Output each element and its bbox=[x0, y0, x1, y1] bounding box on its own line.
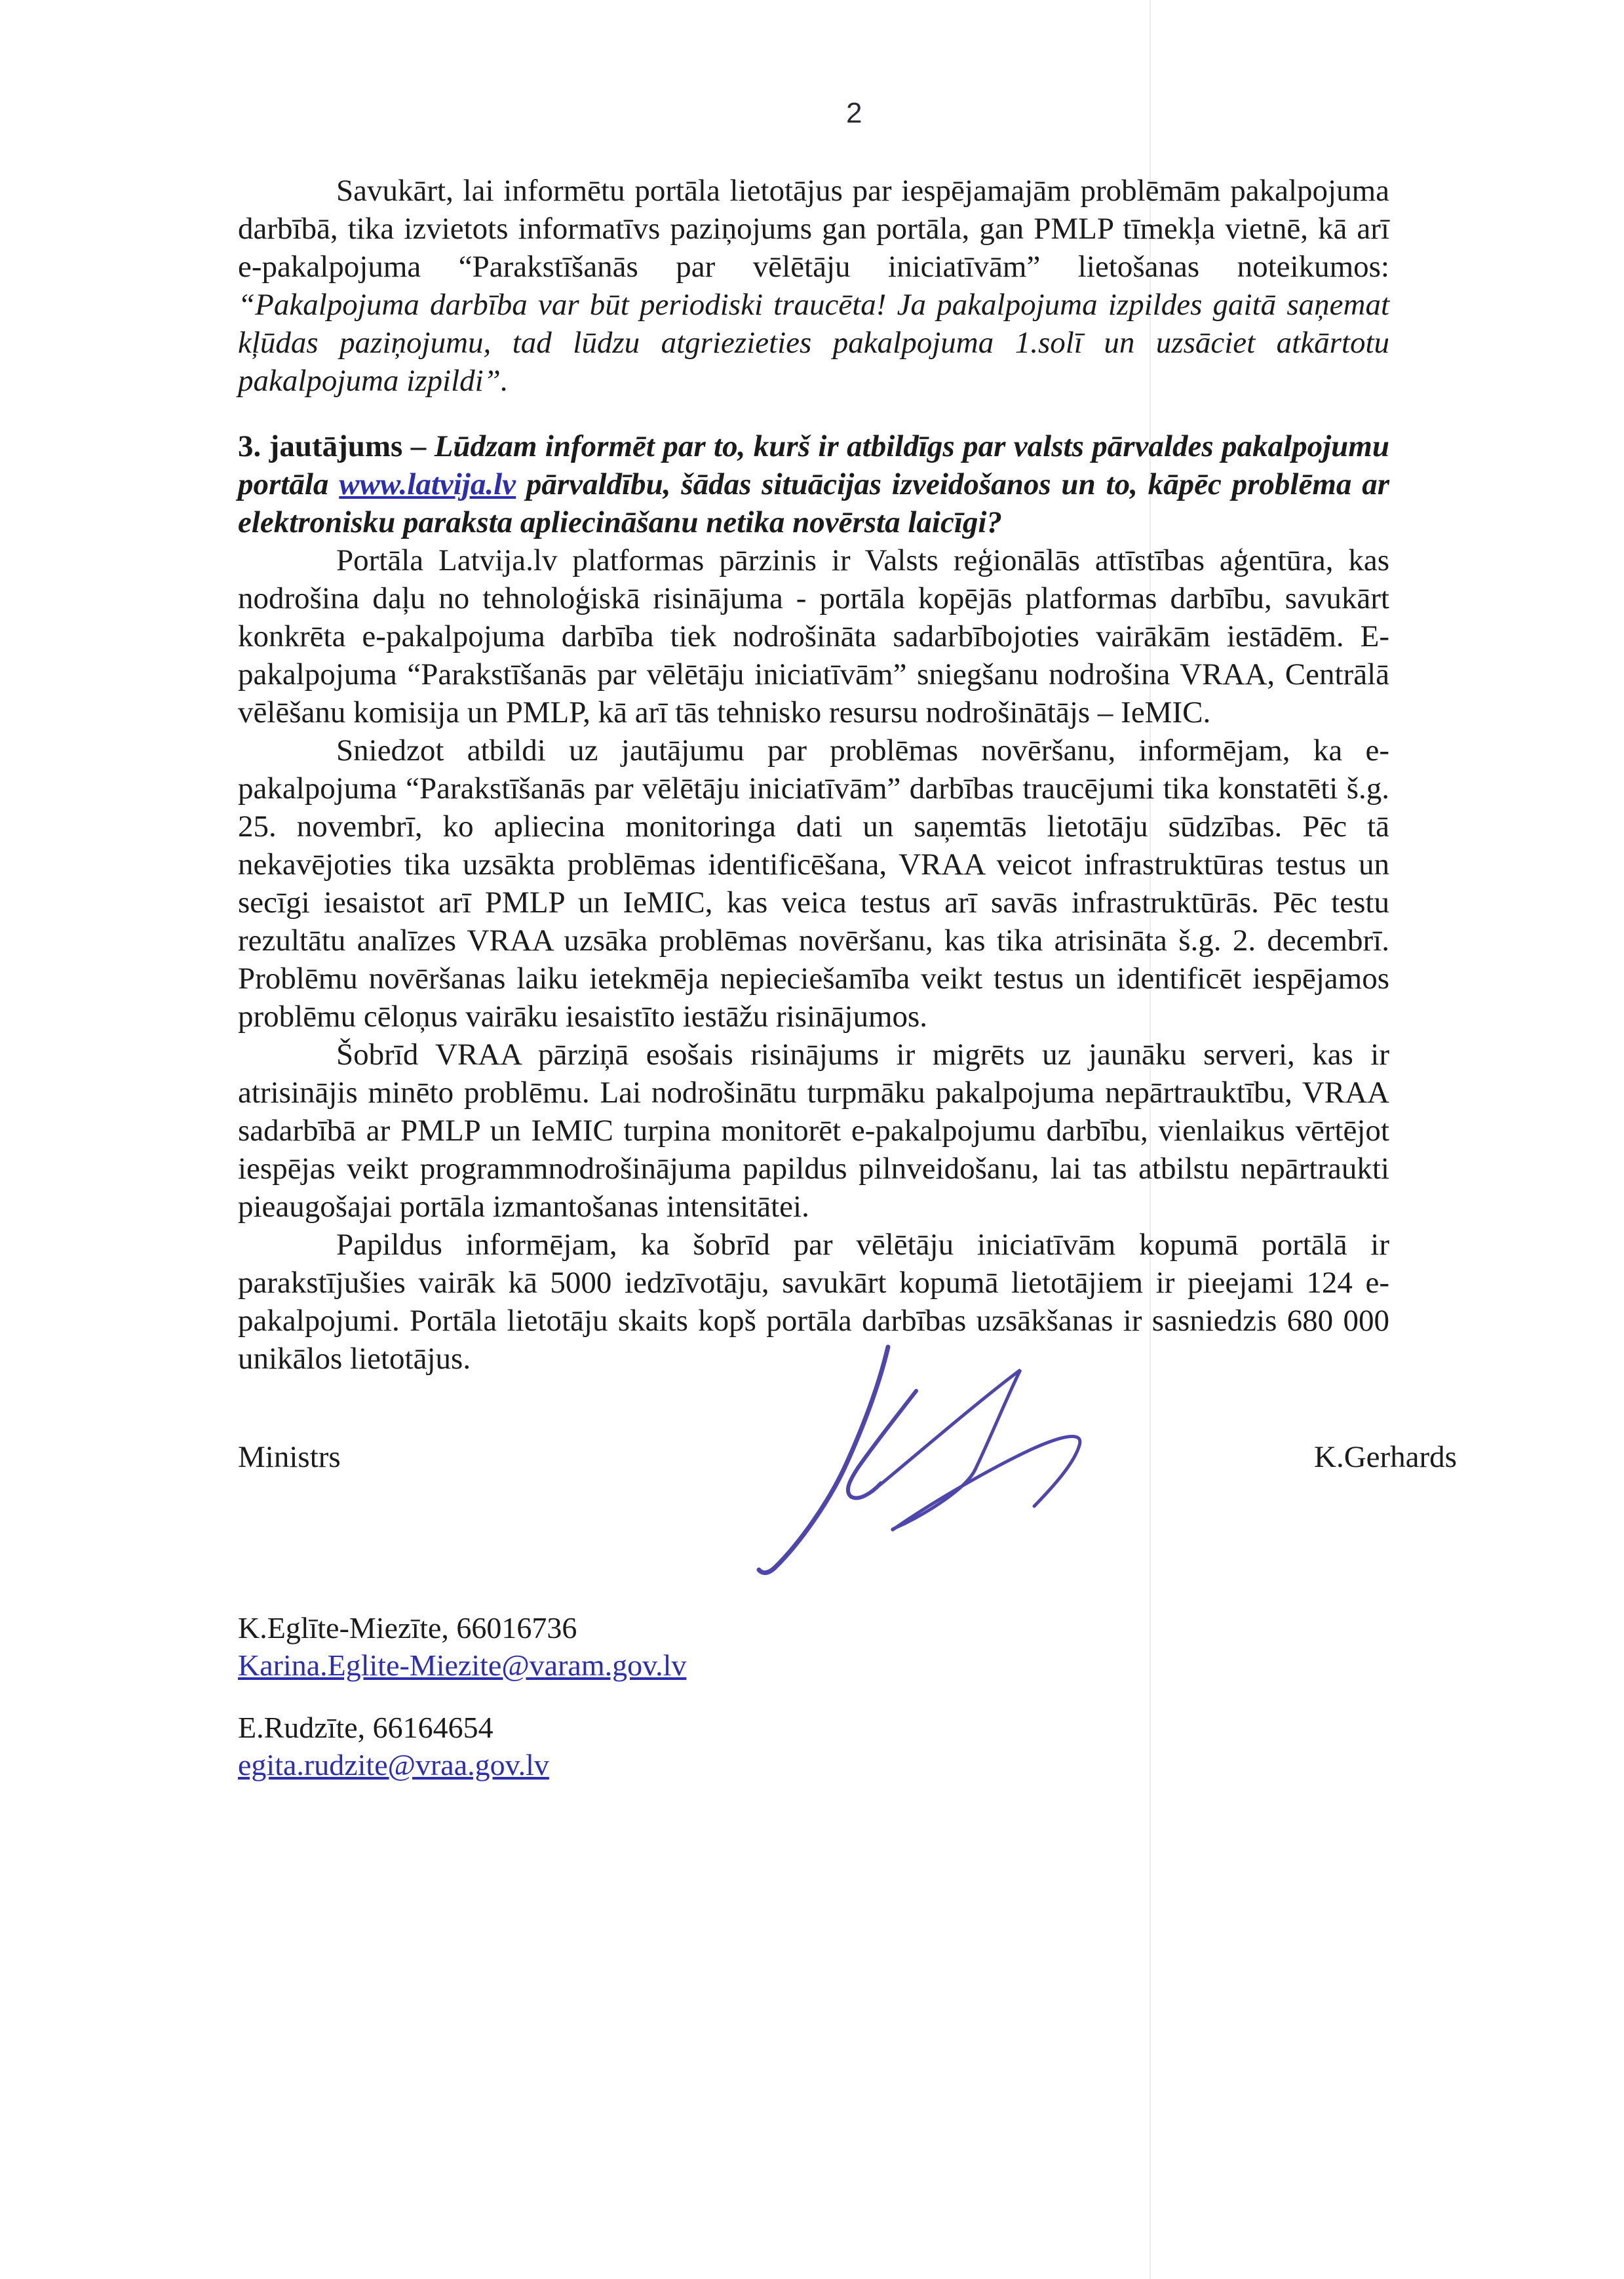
contact-2 bbox=[238, 1709, 686, 1783]
page-number: 2 bbox=[846, 97, 862, 129]
question-3-text-before-link: Lūdzam informēt par to, kurš ir atbildīgs par valsts pārvaldes pakalpojumu portāla bbox=[238, 429, 1390, 501]
intro-normal-text: Savukārt, lai informētu portāla lietotājus par iespējamajām problēmām pakalpojuma darbībā, tika izvietots informatīvs paziņojums gan portāla, gan PMLP tīmekļa vietnē, kā arī e-pakalpojuma “Parakstīšanās par vēlētāju iniciatīvām” lietošanas noteikumos: bbox=[238, 174, 1389, 284]
paragraph-intro bbox=[238, 172, 1389, 400]
contacts-block bbox=[238, 1609, 686, 1783]
signature-row bbox=[238, 1439, 1465, 1475]
question-3-text-after-link: pārvaldību, šādas situācijas izveidošanos un to, kāpēc problēma ar elektronisku paraksta apliecināšanu netika novērsta laicīgi? bbox=[238, 467, 1389, 539]
paragraph-answer-1: Portāla Latvija.lv platformas pārzinis ir Valsts reģionālās attīstības aģentūra, kas nodrošina daļu no tehnoloģiskā risinājuma - portāla kopējās platformas darbību, savukārt konkrēta e-pakalpojuma darbība tiek nodrošināta sadarbībojoties vairākām iestādēm. E-pakalpojuma “Parakstīšanās par vēlētāju iniciatīvām” sniegšanu nodrošina VRAA, Centrālā vēlēšanu komisija un PMLP, kā arī tās tehnisko resursu nodrošinātājs – IeMIC. bbox=[238, 543, 1389, 730]
question-3-separator: – bbox=[402, 429, 435, 463]
intro-quoted-italic-text: “Pakalpojuma darbība var būt periodiski traucēta! Ja pakalpojuma izpildes gaitā saņemat kļūdas paziņojumu, tad lūdzu atgriezieties pakalpojuma 1.solī un uzsāciet atkārtotu pakalpojuma izpildi”. bbox=[238, 288, 1389, 398]
paragraph-question-3 bbox=[238, 427, 1389, 541]
latvija-lv-link[interactable]: www.latvija.lv bbox=[339, 467, 516, 501]
document-body bbox=[238, 172, 1389, 1378]
contact-1-email-link[interactable]: Karina.Eglite-Miezite@varam.gov.lv bbox=[238, 1648, 687, 1682]
paragraph-answer-2: Sniedzot atbildi uz jautājumu par problēmas novēršanu, informējam, ka e-pakalpojuma “Parakstīšanās par vēlētāju iniciatīvām” darbības traucējumi tika konstatēti š.g. 25. novembrī, ko apliecina monitoringa dati un saņemtās lietotāju sūdzības. Pēc tā nekavējoties tika uzsākta problēmas identificēšana, VRAA veicot infrastruktūras testus un secīgi iesaistot arī PMLP un IeMIC, kas veica testus arī savās infrastruktūrās. Pēc testu rezultātu analīzes VRAA uzsāka problēmas novēršanu, kas tika atrisināta š.g. 2. decembrī. Problēmu novēršanas laiku ietekmēja nepieciešamība veikt testus un identificēt iespējamos problēmu cēloņus vairāku iesaistīto iestāžu risinājumos. bbox=[238, 733, 1389, 1034]
signer-role: Ministrs bbox=[238, 1440, 341, 1474]
contact-2-email-link[interactable]: egita.rudzite@vraa.gov.lv bbox=[238, 1748, 549, 1782]
contact-1-name-phone: K.Eglīte-Miezīte, 66016736 bbox=[238, 1611, 577, 1645]
signer-name: K.Gerhards bbox=[1314, 1440, 1457, 1474]
contact-2-name-phone: E.Rudzīte, 66164654 bbox=[238, 1711, 493, 1744]
question-3-label: 3. jautājums bbox=[238, 429, 403, 463]
contact-1 bbox=[238, 1609, 686, 1684]
paragraph-answer-4: Papildus informējam, ka šobrīd par vēlētāju iniciatīvām kopumā portālā ir parakstījušies vairāk kā 5000 iedzīvotāju, savukārt kopumā lietotājiem ir pieejami 124 e-pakalpojumi. Portāla lietotāju skaits kopš portāla darbības uzsākšanas ir sasniedzis 680 000 unikālos lietotājus. bbox=[238, 1228, 1389, 1376]
paragraph-answer-3: Šobrīd VRAA pārziņā esošais risinājums ir migrēts uz jaunāku serveri, kas ir atrisinājis minēto problēmu. Lai nodrošinātu turpmāku pakalpojuma nepārtrauktību, VRAA sadarbībā ar PMLP un IeMIC turpina monitorēt e-pakalpojumu darbību, vienlaikus vērtējot iespējas veikt programmnodrošinājuma papildus pilnveidošanu, lai tas atbilstu nepārtraukti pieaugošajai portāla izmantošanas intensitātei. bbox=[238, 1038, 1389, 1224]
